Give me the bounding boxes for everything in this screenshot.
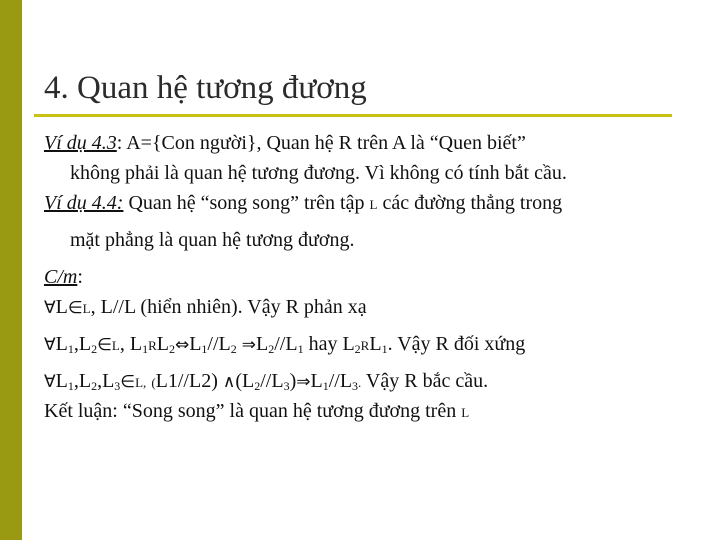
transitive-line: $\forall L_1,L_2,L_3\in L$, (L1//L2) $\wedge(L_2//L_3)\Rightarrow L_1//L_3$. Vậy R bắc cầu. [44,370,489,393]
example-4-3-label: Ví dụ 4.3 [44,132,117,154]
set-l-symbol: L [369,197,378,212]
reflexive-text: , L//L (hiển nhiên). Vậy R phản xạ [90,296,367,318]
proof-label: C/m [44,266,78,288]
conclusion-set-symbol: L [461,405,470,420]
proof-label-line [44,262,704,292]
conclusion-line [44,396,704,426]
slide-body [44,128,704,426]
symmetric-line: $\forall L_1,L_2\in L$, $L_1RL_2\Leftrightarrow L_1//L_2$ $\Rightarrow L_2//L_1$ hay $L_2RL_1$. Vậy R đối xứng [44,333,526,356]
example-4-4-label: Ví dụ 4.4: [44,192,124,214]
example-4-4-continuation: mặt phẳng là quan hệ tương đương. [70,229,355,251]
example-4-3-continuation: không phải là quan hệ tương đương. Vì không có tính bắt cầu. [70,162,567,184]
symmetric-text: . Vậy R đối xứng [387,333,526,355]
proof-colon: : [77,266,83,288]
example-4-3-line [44,128,704,158]
transitive-text: Vậy R bắc cầu. [361,370,489,392]
example-4-4-line [44,188,704,218]
example-4-3-text: : A={Con người}, Quan hệ R trên A là “Quen biết” [116,132,526,154]
example-4-4-text-end: các đường thẳng trong [377,192,563,214]
title-underline [34,114,672,117]
conclusion-text: Kết luận: “Song song” là quan hệ tương đương trên [44,400,462,422]
left-accent-bar [0,0,22,540]
example-4-4-text: Quan hệ “song song” trên tập [123,192,370,214]
slide-title: 4. Quan hệ tương đương [44,70,367,106]
reflexive-line: ∀L∈L, L//L (hiển nhiên). Vậy R phản xạ [44,296,367,318]
